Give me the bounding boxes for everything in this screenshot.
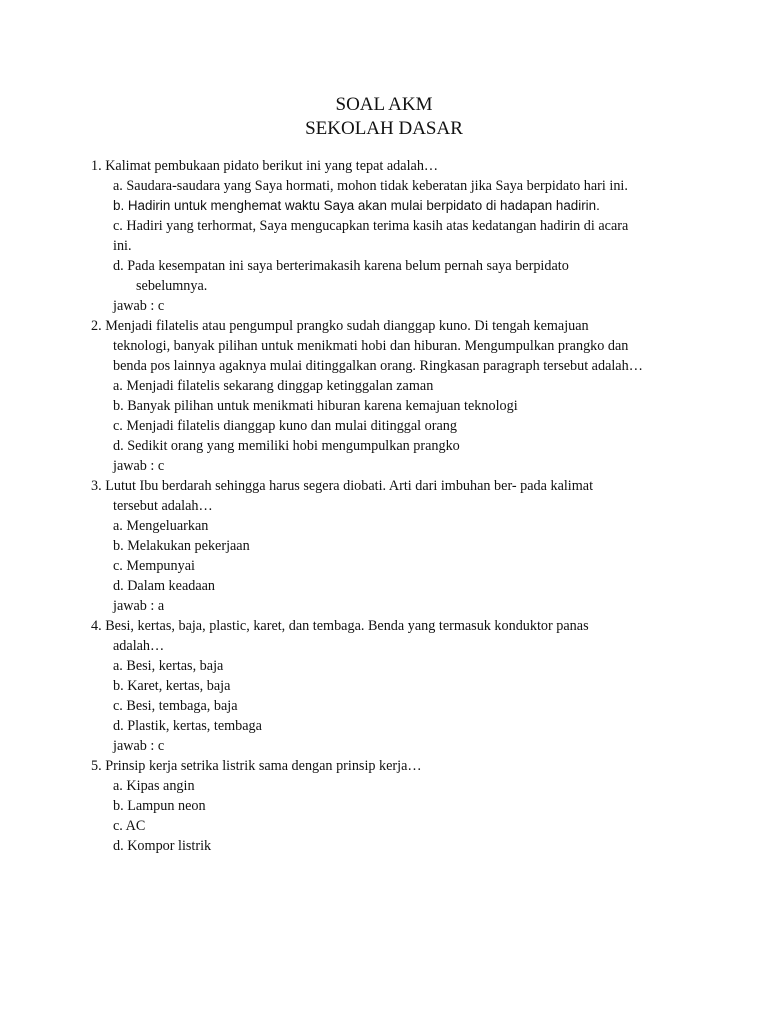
question-2-text: benda pos lainnya agaknya mulai ditinggalkan orang. Ringkasan paragraph tersebut adalah… (113, 358, 643, 374)
question-3-option-b: b. Melakukan pekerjaan (113, 538, 250, 554)
document-subtitle: SEKOLAH DASAR (305, 118, 463, 139)
question-1-option-c: ini. (113, 238, 132, 254)
question-3-text: 3. Lutut Ibu berdarah sehingga harus segera diobati. Arti dari imbuhan ber- pada kalimat (91, 478, 594, 494)
question-1-answer: jawab : c (113, 298, 165, 314)
question-2-option-b: b. Banyak pilihan untuk menikmati hiburan karena kemajuan teknologi (113, 398, 518, 414)
question-5-option-d: d. Kompor listrik (113, 838, 212, 854)
question-1-option-b: b. Hadirin untuk menghemat waktu Saya akan mulai berpidato di hadapan hadirin. (113, 198, 600, 213)
question-5-option-c: c. AC (113, 818, 146, 834)
question-3-option-a: a. Mengeluarkan (113, 518, 209, 534)
question-2-option-d: d. Sedikit orang yang memiliki hobi mengumpulkan prangko (113, 438, 460, 454)
question-4-option-a: a. Besi, kertas, baja (113, 658, 224, 674)
question-5-text: 5. Prinsip kerja setrika listrik sama dengan prinsip kerja… (91, 758, 422, 774)
question-2-option-c: c. Menjadi filatelis dianggap kuno dan mulai ditinggal orang (113, 418, 457, 434)
question-2-text: teknologi, banyak pilihan untuk menikmati hobi dan hiburan. Mengumpulkan prangko dan (113, 338, 629, 354)
document-title: SOAL AKM (335, 94, 433, 115)
question-5-option-b: b. Lampun neon (113, 798, 206, 814)
question-3-answer: jawab : a (113, 598, 165, 614)
question-3-option-c: c. Mempunyai (113, 558, 195, 574)
question-1-option-d: d. Pada kesempatan ini saya berterimakasih karena belum pernah saya berpidato (113, 258, 569, 274)
question-2-text: 2. Menjadi filatelis atau pengumpul prangko sudah dianggap kuno. Di tengah kemajuan (91, 318, 589, 334)
question-3-text: tersebut adalah… (113, 498, 213, 514)
question-1-option-c: c. Hadiri yang terhormat, Saya mengucapkan terima kasih atas kedatangan hadirin di acara (113, 218, 629, 234)
question-2-option-a: a. Menjadi filatelis sekarang dinggap ketinggalan zaman (113, 378, 434, 394)
question-4-option-d: d. Plastik, kertas, tembaga (113, 718, 262, 734)
question-1-option-d: sebelumnya. (136, 278, 208, 294)
question-4-option-b: b. Karet, kertas, baja (113, 678, 231, 694)
question-4-answer: jawab : c (113, 738, 165, 754)
question-1-text: 1. Kalimat pembukaan pidato berikut ini yang tepat adalah… (91, 158, 439, 174)
question-5-option-a: a. Kipas angin (113, 778, 195, 794)
question-1-option-a: a. Saudara-saudara yang Saya hormati, mohon tidak keberatan jika Saya berpidato hari ini. (113, 178, 628, 194)
question-4-text: adalah… (113, 638, 165, 654)
question-4-text: 4. Besi, kertas, baja, plastic, karet, dan tembaga. Benda yang termasuk konduktor panas (91, 618, 589, 634)
question-2-answer: jawab : c (113, 458, 165, 474)
question-3-option-d: d. Dalam keadaan (113, 578, 216, 594)
question-4-option-c: c. Besi, tembaga, baja (113, 698, 238, 714)
